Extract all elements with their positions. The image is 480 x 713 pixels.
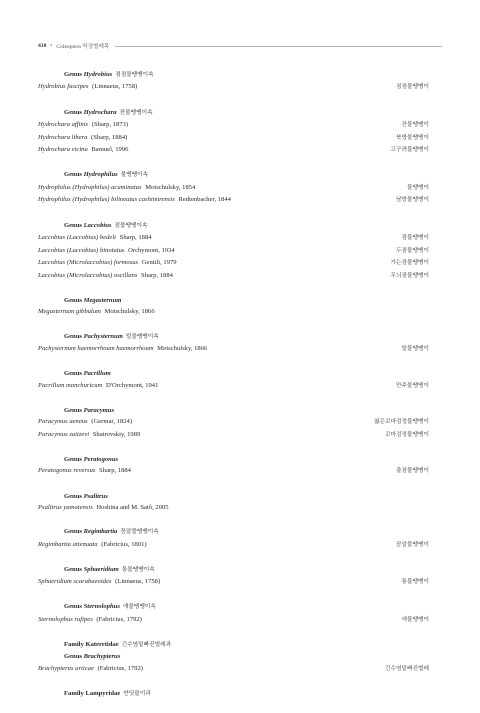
species-name: Laccobius (Microlaccobius) oscillans (38, 271, 138, 279)
korean-common-name: 긴수염밑빠진벌레 (385, 665, 429, 672)
genus-name: Brachypterus (83, 653, 121, 661)
species-author: (Sharp, 1884) (91, 133, 128, 141)
genus-prefix: Genus (64, 603, 82, 611)
species-name: Sternolophus rufipes (38, 615, 93, 623)
species-author: (Linnaeus, 1758) (115, 578, 161, 586)
species-author: Sharp, 1884 (99, 467, 131, 475)
species-citation (38, 232, 152, 244)
species-citation (38, 539, 147, 551)
species-entry (38, 270, 429, 283)
species-name: Pachysternum haemorrhoum haemorrhoum (38, 344, 154, 352)
species-name: Paracymus aeneus (38, 418, 88, 426)
taxon-group (38, 688, 429, 700)
family-prefix: Family (64, 689, 84, 697)
genus-korean-name: 털물땡땡이속 (125, 333, 159, 340)
species-author: Sharp, 1884 (141, 271, 173, 279)
species-author: (Fabricius, 1792) (96, 615, 142, 623)
korean-common-name: 엷은꼬마검정물땡땡이 (374, 419, 429, 426)
family-heading (64, 688, 429, 700)
species-name: Hydrobius fuscipes (38, 83, 89, 91)
genus-prefix: Genus (64, 528, 82, 536)
korean-common-name: 남방물땡땡이 (396, 197, 429, 204)
taxon-group (38, 295, 429, 318)
genus-prefix: Genus (64, 71, 82, 78)
genus-korean-name: 애물땡땡이속 (122, 604, 156, 611)
species-citation (38, 81, 137, 93)
genus-heading (64, 405, 429, 416)
korean-common-name: 꼬마검정물땡땡이 (385, 431, 429, 438)
korean-common-name: 가는점물땡땡이 (390, 260, 429, 267)
species-citation (38, 343, 207, 355)
taxon-group (38, 69, 429, 94)
family-prefix: Family (64, 640, 84, 648)
genus-heading (64, 331, 429, 343)
genus-name: Hydrobius (83, 71, 113, 78)
species-name: Hydrophilus (Hydrophilus) bilineatus cashimirensis (38, 196, 175, 204)
species-citation (38, 119, 128, 131)
family-korean-name: 반딧불이과 (123, 690, 151, 697)
korean-common-name: 북방물땡땡이 (396, 134, 429, 141)
family-name: Lampyridae (85, 689, 121, 697)
species-entry (38, 81, 429, 94)
running-title: Coleoptera 딱정벌레목 (56, 44, 110, 50)
korean-common-name: 고구려물땡땡이 (390, 147, 429, 154)
species-author: (Germar, 1824) (91, 418, 133, 426)
species-entry (38, 502, 429, 514)
species-citation (38, 663, 143, 675)
species-entry (38, 182, 429, 195)
species-author: (Linnaeus, 1758) (92, 83, 138, 91)
species-author: Orchymont, 1934 (128, 246, 175, 254)
genus-heading (64, 220, 429, 232)
genus-korean-name: 잔물땡땡이속 (119, 109, 153, 116)
genus-korean-name: 점점물땡땡이속 (115, 72, 154, 78)
genus-prefix: Genus (64, 406, 82, 414)
genus-name: Sphaeridium (83, 565, 119, 573)
species-citation (38, 257, 177, 269)
genus-prefix: Genus (64, 455, 82, 463)
genus-name: Pacrillum (83, 370, 111, 378)
genus-korean-name: 점물땡땡이속 (114, 222, 148, 229)
species-author: D'Orchymont, 1941 (105, 381, 159, 389)
korean-common-name: 꼼알물땡땡이 (396, 541, 429, 548)
genus-heading (64, 491, 429, 502)
genus-prefix: Genus (64, 221, 82, 229)
page-header (38, 41, 442, 51)
species-name: Laccobius (Laccobius) bedeli (38, 233, 117, 241)
genus-heading (64, 651, 429, 662)
taxon-group (38, 639, 429, 675)
korean-common-name: 애물땡땡이 (401, 616, 429, 623)
species-entry (38, 576, 429, 589)
species-name: Hydrophilus (Hydrophilus) acuminatus (38, 183, 142, 191)
species-citation (38, 614, 142, 626)
genus-name: Psalitrus (83, 492, 108, 500)
genus-prefix: Genus (64, 565, 82, 573)
korean-common-name: 물땡땡이 (407, 184, 429, 191)
species-entry (38, 232, 429, 245)
species-author: Gentili, 1979 (141, 259, 177, 267)
species-name: Regimbartia attenuata (38, 540, 98, 548)
taxon-group (38, 601, 429, 626)
taxon-group (38, 491, 429, 514)
taxon-group (38, 526, 429, 551)
species-citation (38, 380, 158, 392)
species-entry (38, 194, 429, 207)
species-name: Laccobius (Laccobius) binotatus (38, 246, 125, 254)
species-author: (Fabricius, 1801) (101, 540, 147, 548)
species-name: Sphaeridium scarabaeoides (38, 578, 112, 586)
species-entry (38, 614, 429, 627)
species-entry (38, 380, 429, 393)
species-citation (38, 502, 169, 514)
species-name: Megasternum gibbulum (38, 308, 101, 316)
genus-heading (64, 107, 429, 119)
species-citation (38, 132, 127, 144)
taxon-group (38, 405, 429, 442)
species-name: Psalitrus yamatensis (38, 503, 93, 511)
header-rule (115, 46, 442, 47)
genus-heading (64, 564, 429, 576)
species-name: Hydrochara affinis (38, 121, 89, 128)
species-entry (38, 306, 429, 318)
korean-common-name: 잔물땡땡이 (401, 122, 429, 128)
korean-common-name: 만주물땡땡이 (396, 382, 429, 389)
korean-common-name: 점점물땡땡이 (396, 84, 429, 91)
korean-common-name: 출점물땡땡이 (396, 468, 429, 475)
species-name: Paracymus zaitzevi (38, 430, 90, 438)
species-entry (38, 663, 429, 676)
korean-common-name: 점물땡땡이 (401, 234, 429, 241)
genus-name: Paracymus (83, 406, 115, 414)
species-name: Brachypterus urticae (38, 664, 94, 672)
species-author: Motschulsky, 1866 (157, 344, 208, 352)
species-entry (38, 245, 429, 258)
species-entry (38, 416, 429, 429)
genus-prefix: Genus (64, 296, 82, 304)
species-author: Bamuel, 1996 (91, 146, 129, 154)
species-entry (38, 257, 429, 270)
species-citation (38, 144, 128, 156)
species-author: Motschulsky, 1866 (104, 308, 155, 316)
taxon-group (38, 220, 429, 283)
species-entry (38, 429, 429, 442)
species-name: Hydrochara libera (38, 133, 88, 141)
species-entry (38, 119, 429, 132)
species-citation (38, 416, 132, 428)
family-korean-name: 긴수염밑빠진벌레과 (121, 641, 172, 648)
taxon-group (38, 368, 429, 392)
genus-prefix: Genus (64, 108, 82, 116)
genus-name: Pachysternum (83, 332, 123, 340)
genus-heading (64, 526, 429, 538)
species-entry (38, 539, 429, 552)
genus-name: Megasternum (83, 296, 122, 304)
family-name: Kateretidae (85, 640, 119, 648)
species-citation (38, 576, 160, 588)
korean-common-name: 무늬점물땡땡이 (390, 272, 429, 279)
genus-prefix: Genus (64, 370, 82, 378)
genus-name: Hydrochara (83, 108, 117, 116)
genus-heading (64, 295, 429, 306)
taxon-group (38, 564, 429, 589)
genus-name: Peratogonus (83, 455, 119, 463)
family-heading (64, 639, 429, 651)
species-citation (38, 429, 140, 441)
species-author: Hoshina and M. Satô, 2005 (96, 503, 169, 511)
species-entry (38, 144, 429, 157)
genus-korean-name: 통물땡땡이속 (121, 566, 155, 573)
genus-prefix: Genus (64, 492, 82, 500)
species-citation (38, 182, 195, 194)
taxon-group (38, 169, 429, 207)
species-author: Motschulsky, 1854 (145, 183, 196, 191)
korean-common-name: 통물땡땡이 (401, 579, 429, 586)
species-name: Hydrochara vicina (38, 146, 88, 154)
species-author: (Fabricius, 1792) (97, 664, 143, 672)
species-name: Laccobius (Microlaccobius) formosus (38, 259, 139, 267)
header-separator: • (50, 43, 53, 49)
genus-heading (64, 454, 429, 465)
page-number: 438 (38, 43, 47, 49)
genus-name: Sternolophus (83, 603, 120, 611)
korean-common-name: 두점물땡땡이 (396, 247, 429, 254)
species-name: Peratogonus reversus (38, 467, 96, 475)
species-citation (38, 245, 175, 257)
genus-korean-name: 물땡땡이속 (120, 172, 149, 179)
genus-heading (64, 169, 429, 181)
genus-heading (64, 368, 429, 379)
species-citation (38, 465, 131, 477)
genus-prefix: Genus (64, 171, 82, 179)
species-author: (Sharp, 1873) (91, 121, 129, 128)
genus-name: Hydrophilus (83, 171, 118, 179)
taxon-group (38, 454, 429, 478)
species-entry (38, 465, 429, 478)
genus-heading (64, 69, 429, 81)
species-entry (38, 132, 429, 145)
species-citation (38, 194, 231, 206)
korean-common-name: 털물땡땡이 (401, 345, 429, 352)
genus-prefix: Genus (64, 332, 82, 340)
species-citation (38, 270, 173, 282)
genus-heading (64, 601, 429, 613)
taxon-group (38, 331, 429, 356)
genus-name: Regimbartia (83, 528, 118, 536)
species-citation (38, 306, 155, 318)
species-entry (38, 343, 429, 356)
genus-korean-name: 꼼알물땡땡이속 (120, 529, 159, 536)
species-name: Pacrillum manchuricum (38, 381, 103, 389)
genus-prefix: Genus (64, 653, 82, 661)
genus-name: Laccobius (83, 221, 112, 229)
species-author: Sharp, 1884 (119, 233, 152, 241)
species-list (38, 69, 429, 713)
species-author: Shatrovskiy, 1989 (92, 430, 141, 438)
species-author: Redtenbacher, 1844 (178, 196, 231, 204)
taxon-group (38, 107, 429, 157)
